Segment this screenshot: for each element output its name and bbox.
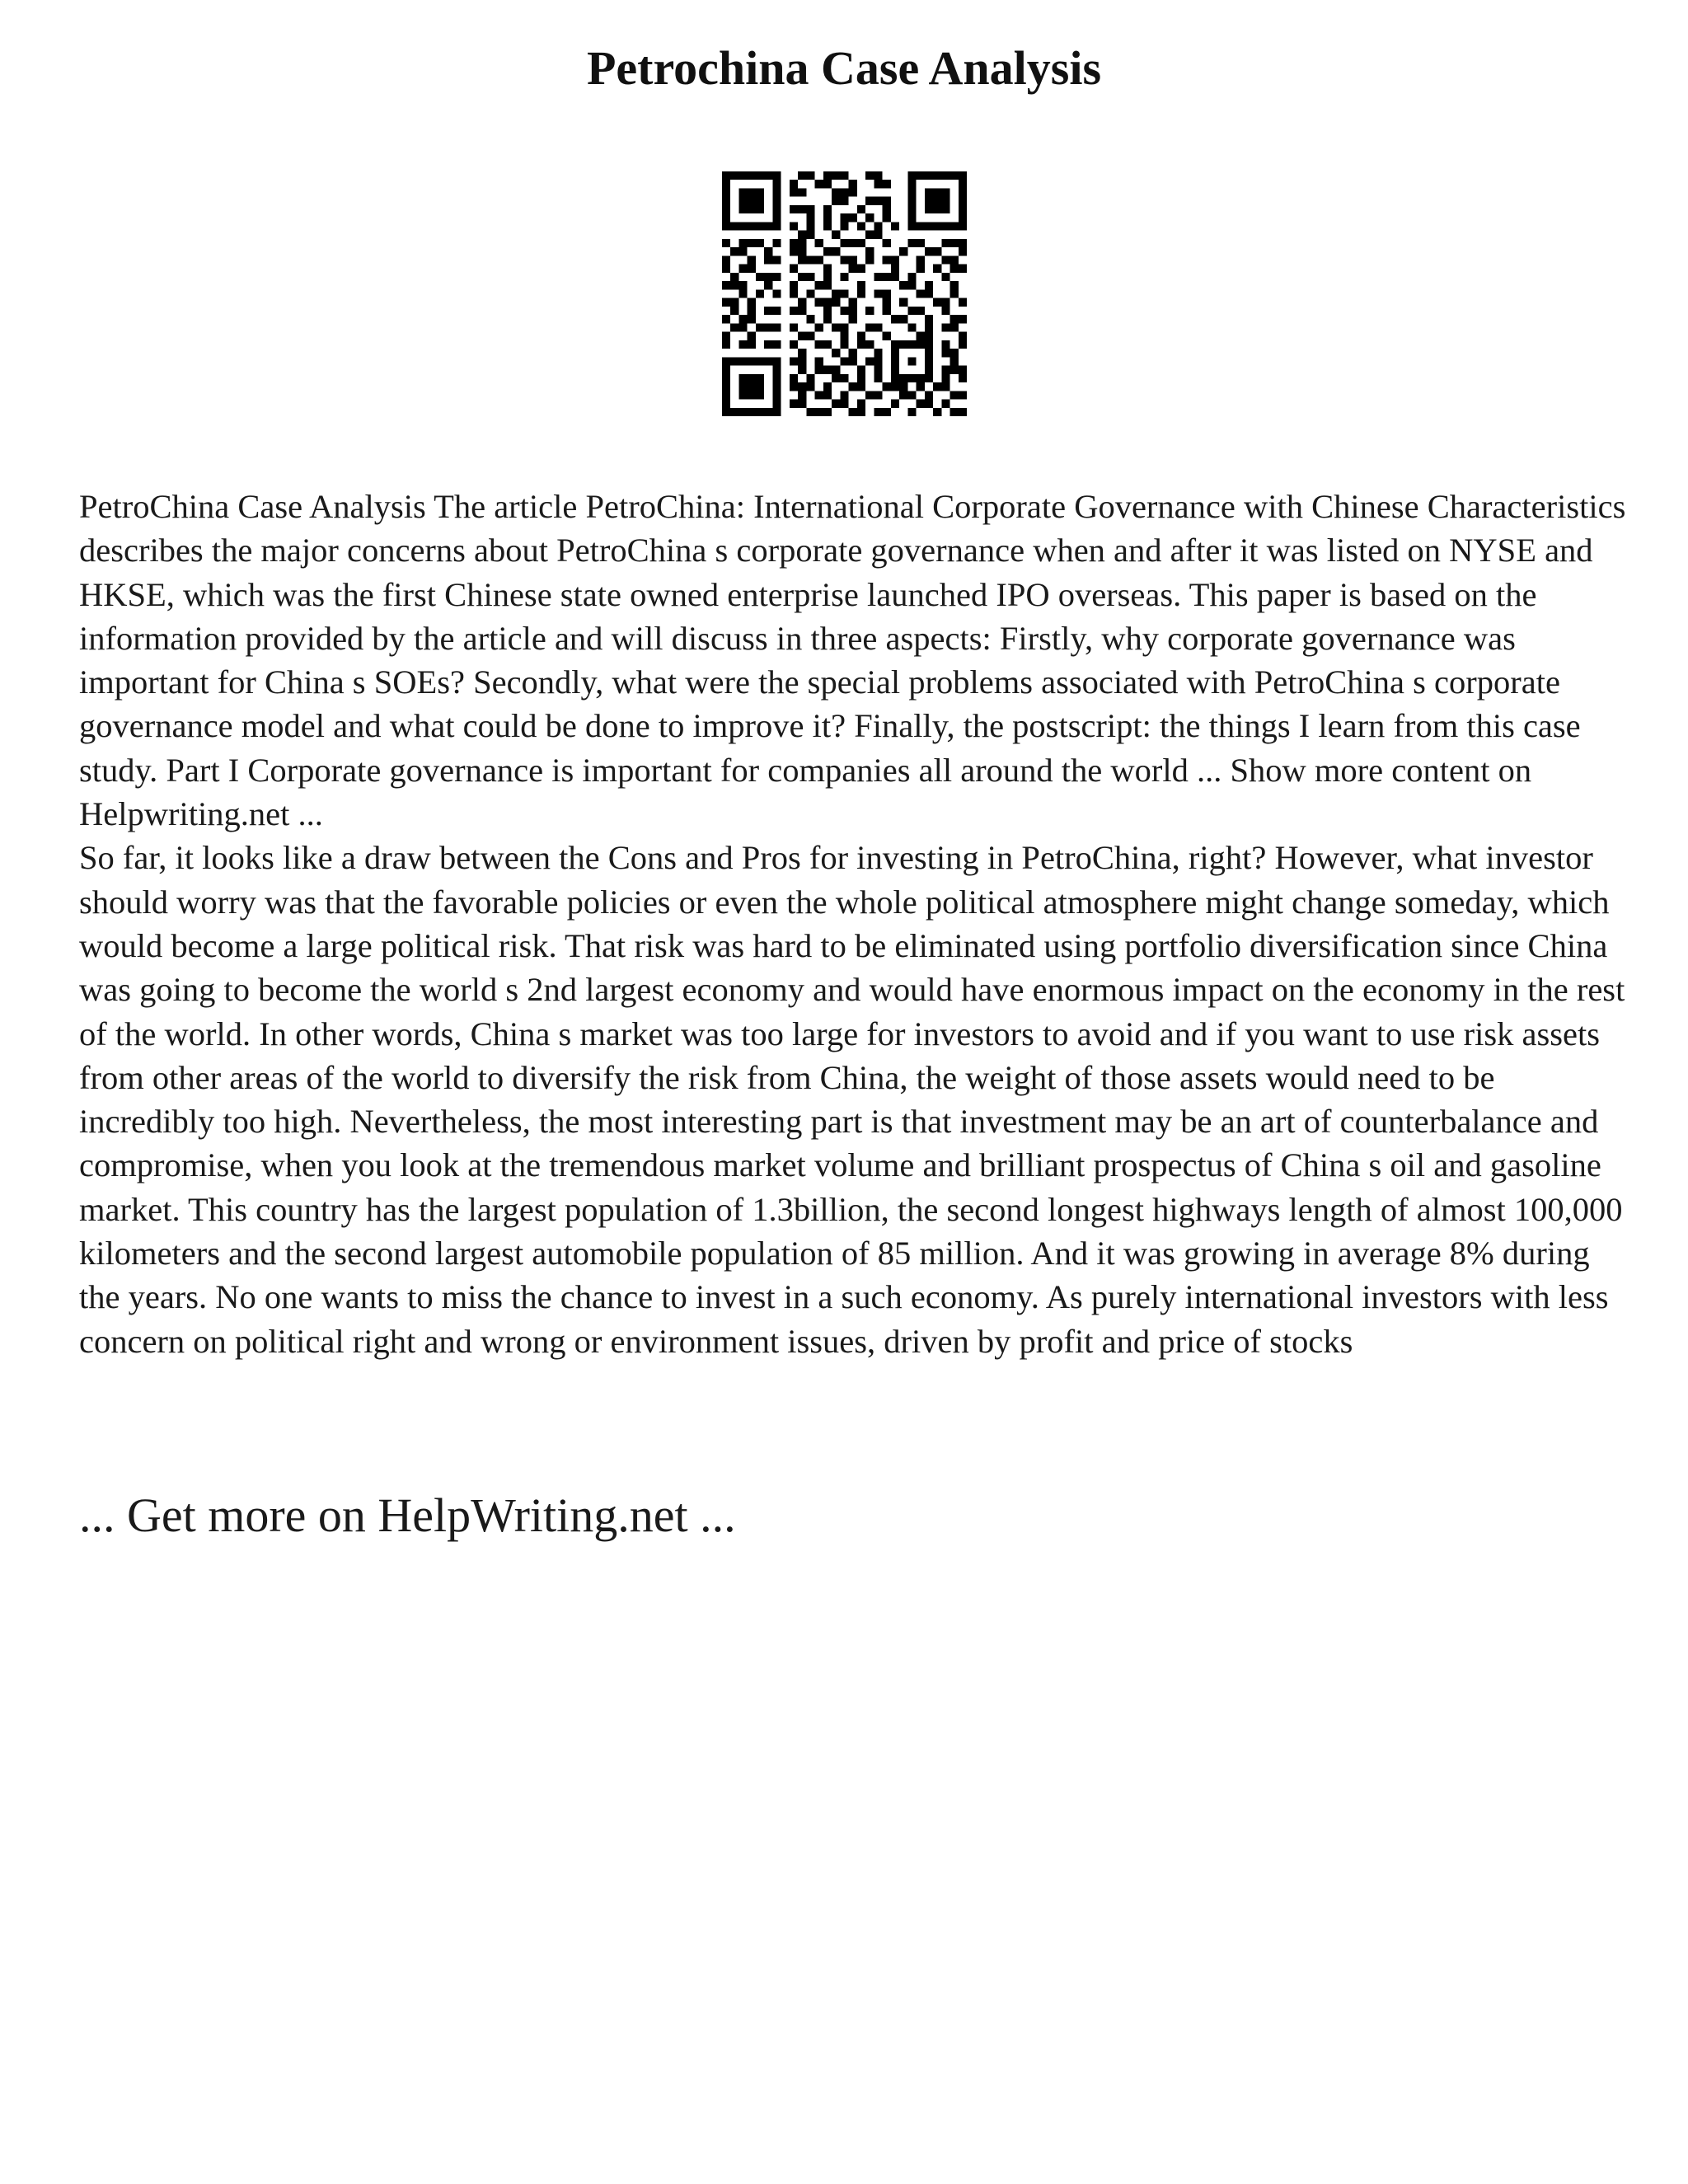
article-body: [79, 485, 1629, 1363]
get-more-link[interactable]: ... Get more on HelpWriting.net ...: [79, 1488, 736, 1542]
paragraph-intro: PetroChina Case Analysis The article PetroChina: International Corporate Governance with Chinese Characteristics describes the major concerns about PetroChina s corporate governance when and after it was listed on NYSE and HKSE, which was the first Chinese state owned enterprise launched IPO overseas. This paper is based on the information provided by the article and will discuss in three aspects: Firstly, why corporate governance was important for China s SOEs? Secondly, what were the special problems associated with PetroChina s corporate governance model and what could be done to improve it? Finally, the postscript: the things I learn from this case study. Part I Corporate governance is important for companies all around the world ... Show more content on Helpwriting.net ...: [79, 488, 1626, 833]
qr-code-icon[interactable]: [722, 171, 967, 416]
page-title: Petrochina Case Analysis: [586, 41, 1102, 95]
paragraph-analysis: So far, it looks like a draw between the Cons and Pros for investing in PetroChina, right? However, what investor should worry was that the favorable policies or even the whole political atmosphere might change someday, which would become a large political risk. That risk was hard to be eliminated using portfolio diversification since China was going to become the world s 2nd largest economy and would have enormous impact on the economy in the rest of the world. In other words, China s market was too large for investors to avoid and if you want to use risk assets from other areas of the world to diversify the risk from China, the weight of those assets would need to be incredibly too high. Nevertheless, the most interesting part is that investment may be an art of counterbalance and compromise, when you look at the tremendous market volume and brilliant prospectus of China s oil and gasoline market. This country has the largest population of 1.3billion, the second longest highways length of almost 100,000 kilometers and the second largest automobile population of 85 million. And it was growing in average 8% during the years. No one wants to miss the chance to invest in a such economy. As purely international investors with less concern on political right and wrong or environment issues, driven by profit and price of stocks: [79, 839, 1625, 1360]
